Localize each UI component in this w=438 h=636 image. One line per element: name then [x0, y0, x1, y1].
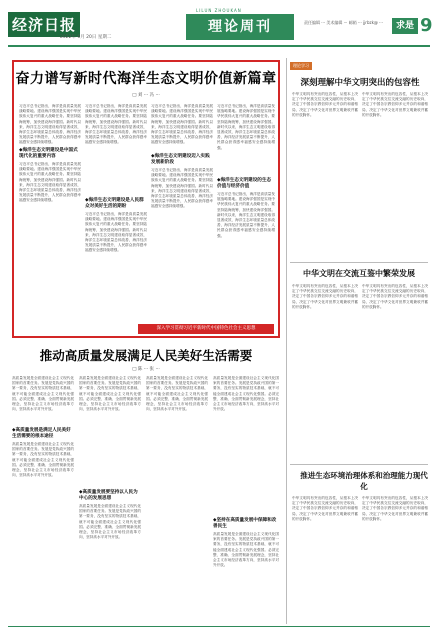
lead-body-text: 习近平总书记指出，海洋是高质量发展战略要地。建设海洋强国是实现中华民族伟大复兴的重大战略任务。要坚持陆海统筹，加快建设海洋强国。新时代以来，海洋生态文明建设取得显著成效，海洋生态环境质量总体改善，海洋经济发展质量不断提升，人民群众获得感幸福感安全感持续增强。 [85, 212, 147, 253]
lead-body-text: 习近平总书记指出，海洋是高质量发展战略要地。建设海洋强国是实现中华民族伟大复兴的重大战略任务。要坚持陆海统筹，加快建设海洋强国。新时代以来，海洋生态文明建设取得显著成效，海洋生态环境质量总体改善，海洋经济发展质量不断提升，人民群众获得感幸福感安全感持续增强。 [217, 192, 275, 238]
main-byline: □ 陈 ··· 张 ··· [132, 367, 160, 372]
main-subhead: ◆坚持在高质量发展中保障和改善民生 [213, 518, 277, 529]
article-divider [290, 262, 428, 263]
section-title: 理论周刊 [186, 14, 294, 40]
lead-subhead: ◆海洋生态文明建设的生态价值与经济价值 [217, 178, 272, 189]
article-body-text: 中华文明具有突出的包容性，从根本上决定了中华民族交往交流交融的历史取向，决定了中国各宗教信仰多元并存的和谐格局，决定了中华文化对世界文明兼收并蓄的开放胸怀。 [292, 284, 358, 309]
lead-body-text: 习近平总书记指出，海洋是高质量发展战略要地。建设海洋强国是实现中华民族伟大复兴的重大战略任务。要坚持陆海统筹，加快建设海洋强国。新时代以来，海洋生态文明建设取得显著成效，海洋生态环境质量总体改善，海洋经济发展质量不断提升，人民群众获得感幸福感安全感持续增强。 [151, 104, 213, 145]
main-body-text: 高质量发展是全面建设社会主义现代化国家的首要任务。发展是党执政兴国的第一要务，没有坚实的物质技术基础，就不可能全面建成社会主义现代化强国。必须完整、准确、全面贯彻新发展理念，坚持社会主义市场经济改革方向，坚持高水平对外开放。 [213, 532, 279, 568]
main-body-text: 高质量发展是全面建设社会主义现代化国家的首要任务。发展是党执政兴国的第一要务，没有坚实的物质技术基础，就不可能全面建成社会主义现代化强国。必须完整、准确、全面贯彻新发展理念，坚持社会主义市场经济改革方向，坚持高水平对外开放。 [146, 376, 208, 412]
lead-body-text: 习近平总书记指出，海洋是高质量发展战略要地。建设海洋强国是实现中华民族伟大复兴的重大战略任务。要坚持陆海统筹，加快建设海洋强国。新时代以来，海洋生态文明建设取得显著成效，海洋生态环境质量总体改善，海洋经济发展质量不断提升，人民群众获得感幸福感安全感持续增强。 [19, 162, 81, 203]
lead-subhead: ◆海洋生态文明建设迈入实践发展新阶段 [151, 154, 210, 165]
column-tag: 理论学习 [290, 62, 312, 70]
main-body-text: 高质量发展是全面建设社会主义现代化国家的首要任务。发展是党执政兴国的第一要务，没有坚实的物质技术基础，就不可能全面建成社会主义现代化强国。必须完整、准确、全面贯彻新发展理念，坚持社会主义市场经济改革方向，坚持高水平对外开放。 [12, 442, 74, 478]
lead-body-text: 习近平总书记指出，海洋是高质量发展战略要地。建设海洋强国是实现中华民族伟大复兴的重大战略任务。要坚持陆海统筹，加快建设海洋强国。新时代以来，海洋生态文明建设取得显著成效，海洋生态环境质量总体改善，海洋经济发展质量不断提升，人民群众获得感幸福感安全感持续增强。 [151, 168, 213, 209]
article-body-text: 中华文明具有突出的包容性，从根本上决定了中华民族交往交流交融的历史取向，决定了中国各宗教信仰多元并存的和谐格局，决定了中华文化对世界文明兼收并蓄的开放胸怀。 [292, 496, 358, 521]
page-header [8, 6, 433, 48]
main-body-text: 高质量发展是全面建设社会主义现代化国家的首要任务。发展是党执政兴国的第一要务，没有坚实的物质技术基础，就不可能全面建成社会主义现代化强国。必须完整、准确、全面贯彻新发展理念，坚持社会主义市场经济改革方向，坚持高水平对外开放。 [79, 376, 141, 412]
newspaper-logo: 经济日报 [8, 12, 80, 37]
article-headline: 中华文明在交流互鉴中繁荣发展 [303, 268, 415, 278]
main-subhead: ◆高质量发展是满足人民美好生活需要的根本途径 [12, 428, 71, 439]
qiushi-badge: 求是 [392, 18, 418, 34]
main-headline: 推动高质量发展满足人民美好生活需要 [39, 348, 253, 363]
lead-subhead: ◆海洋生态文明建设是中国式现代化的重要内容 [19, 148, 78, 159]
header-rule [8, 45, 430, 47]
main-body-text: 高质量发展是全面建设社会主义现代化国家的首要任务。发展是党执政兴国的第一要务，没有坚实的物质技术基础，就不可能全面建成社会主义现代化强国。必须完整、准确、全面贯彻新发展理念，坚持社会主义市场经济改革方向，坚持高水平对外开放。 [12, 376, 74, 412]
main-body-text: 高质量发展是全面建设社会主义现代化国家的首要任务。发展是党执政兴国的第一要务，没有坚实的物质技术基础，就不可能全面建成社会主义现代化强国。必须完整、准确、全面贯彻新发展理念，坚持社会主义市场经济改革方向，坚持高水平对外开放。 [79, 504, 141, 540]
lead-body-text: 习近平总书记指出，海洋是高质量发展战略要地。建设海洋强国是实现中华民族伟大复兴的重大战略任务。要坚持陆海统筹，加快建设海洋强国。新时代以来，海洋生态文明建设取得显著成效，海洋生态环境质量总体改善，海洋经济发展质量不断提升，人民群众获得感幸福感安全感持续增强。 [217, 104, 275, 150]
lead-headline: 奋力谱写新时代海洋生态文明价值新篇章 [15, 71, 277, 87]
issue-date: 2022年 6月 20日 星期二 [60, 35, 112, 40]
article-body-text: 中华文明具有突出的包容性，从根本上决定了中华民族交往交流交融的历史取向，决定了中国各宗教信仰多元并存的和谐格局，决定了中华文化对世界文明兼收并蓄的开放胸怀。 [362, 92, 428, 117]
editor-info: 责任编辑 ··· 美术编辑 ··· 邮箱 ··· jjrbzk@ ··· [304, 20, 383, 25]
page-number: 9 [420, 15, 433, 36]
article-body-text: 中华文明具有突出的包容性，从根本上决定了中华民族交往交流交融的历史取向，决定了中国各宗教信仰多元并存的和谐格局，决定了中华文化对世界文明兼收并蓄的开放胸怀。 [362, 284, 428, 309]
article-body-text: 中华文明具有突出的包容性，从根本上决定了中华民族交往交流交融的历史取向，决定了中国各宗教信仰多元并存的和谐格局，决定了中华文化对世界文明兼收并蓄的开放胸怀。 [362, 496, 428, 521]
column-divider [286, 58, 287, 624]
theme-banner: 深入学习贯彻习近平新时代中国特色社会主义思想 [138, 324, 274, 334]
section-subtitle: LILUN ZHOUKAN [196, 8, 242, 13]
main-body-text: 高质量发展是全面建设社会主义现代化国家的首要任务。发展是党执政兴国的第一要务，没有坚实的物质技术基础，就不可能全面建成社会主义现代化强国。必须完整、准确、全面贯彻新发展理念，坚持社会主义市场经济改革方向，坚持高水平对外开放。 [213, 376, 279, 412]
article-body-text: 中华文明具有突出的包容性，从根本上决定了中华民族交往交流交融的历史取向，决定了中国各宗教信仰多元并存的和谐格局，决定了中华文化对世界文明兼收并蓄的开放胸怀。 [292, 92, 358, 117]
article-headline: 推进生态环境治理体系和治理能力现代化 [300, 471, 428, 491]
article-headline: 深刻理解中华文明突出的包容性 [300, 78, 420, 88]
lead-byline: □ 刘 ··· 冯 ··· [132, 93, 160, 98]
lead-body-text: 习近平总书记指出，海洋是高质量发展战略要地。建设海洋强国是实现中华民族伟大复兴的重大战略任务。要坚持陆海统筹，加快建设海洋强国。新时代以来，海洋生态文明建设取得显著成效，海洋生态环境质量总体改善，海洋经济发展质量不断提升，人民群众获得感幸福感安全感持续增强。 [85, 104, 147, 145]
lead-article [12, 60, 280, 338]
lead-body-text: 习近平总书记指出，海洋是高质量发展战略要地。建设海洋强国是实现中华民族伟大复兴的重大战略任务。要坚持陆海统筹，加快建设海洋强国。新时代以来，海洋生态文明建设取得显著成效，海洋生态环境质量总体改善，海洋经济发展质量不断提升，人民群众获得感幸福感安全感持续增强。 [19, 104, 81, 144]
main-subhead: ◆高质量发展要坚持以人民为中心的发展思想 [79, 490, 138, 501]
article-divider [290, 464, 428, 465]
lead-subhead: ◆海洋生态文明建设是人民群众对美好生活的期盼 [85, 198, 144, 209]
footer-rule [8, 626, 430, 627]
